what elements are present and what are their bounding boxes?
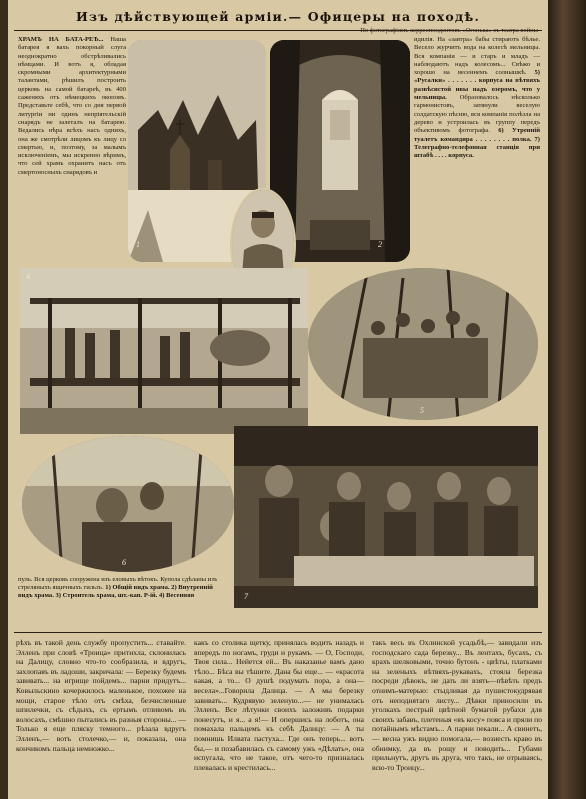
photo-captions: [18, 576, 228, 601]
photo-number-7: 7: [244, 592, 248, 601]
caption-item-7: 7) Телеграфно-телефонная станція при штабѣ . . . . корпуса.: [414, 135, 540, 160]
body-column-1: рѣхъ въ такой день службу пропустить... ставайте. Элленъ при словѣ «Троица» притихла, склонилась на Далицу, словно что-то сообразила, и вдругъ, захлопавъ въ ладоши, закричала: — Березку будемъ завивать... на игрище пойдемъ... парни придутъ... Ковыльскино кочержилось маленькое, похожее на мощи, старое тѣло отъ смѣха, безчисленные шпилечки, съ сѣдыхъ, съ ертымъ отливомъ въ волосахъ, смѣшно пытались въ разныя стороны... — Только я еще пляску темного... рѣзала вдругъ Элленъ,— вотъ столечко,— и, показала, она кончикомъ пальца немножко...: [16, 638, 186, 753]
photo-number-2: 2: [378, 240, 382, 249]
body-column-3: такъ весь въ Охлинской усадьбѣ,— завидали изъ господскаго сада березку... Въ лентахъ, бусахъ, съ крахъ шелковыми, точно бутонъ - цвѣты, платками на зеленыхъ вѣтвяхъ-рукавахъ, стояла березка посреди дѣвокъ, не дать ли взять—пѣвѣть предъ отнимъ-матерью: стыдливая да пушистокудрявая отъ неподнятаго листу... Дѣвки приносили въ уголкахъ пестрый цвѣтной бумагой рубахи для своихъ забавъ, плетеныя «въ косу» пояса и пряли по потайнымъ мѣстамъ... А парни пекали... А свинетъ,— весна ужъ видно помогала,— вознесть краво въ обнимку, да въ рощу и поводить... Губами прильнутъ, другъ въ друга, что такъ, не отрываясь, всю-то Троицу...: [372, 638, 542, 772]
article-body: Наша батарея я вахъ покорный слуга неоднократно обстрѣливались нѣмцами. И вотъ я, обладая скромными архитектурными талантами, рѣшилъ построить церковь на самой батареѣ, въ 400 саженяхъ отъ нѣмецкихъ окоповъ. Представьте себѣ, что со дня первой литургіи ни одинъ непріятельскій снарядъ не залеталъ на батарею. Ведались нѣра всѣхъ насъ однихъ, она же смотрѣли лицомъ къ лицу со смертью, и, поэтому, за малымъ исключеніемъ, мы искренно вѣримъ, что сей храмъ охранитъ насъ отъ смертоносныхъ снарядовъ и: [18, 36, 126, 176]
caption-item-5: 5) «Русалки» . . . . . . . корпуса на вѣтвяхъ развѣсистой ивы надъ озеромъ, что у мельницы.: [414, 69, 540, 102]
photo-soldiers-bridge: [20, 268, 308, 434]
article-heading: ХРАМЪ НА БАТА-РЕѢ...: [18, 36, 104, 43]
right-column-text: [414, 36, 540, 272]
photo-group-tree: [308, 268, 538, 420]
photo-number-5: 5: [420, 406, 424, 415]
page-header: [8, 6, 548, 28]
photo-number-4: 4: [26, 272, 30, 281]
photo-morning-toilet: [22, 436, 234, 572]
left-column-text: [18, 36, 126, 248]
photo-telegraph-station: [234, 426, 538, 608]
body-column-2: какъ со столика щетку, принялась водить назадъ и впередъ по ногамъ, груди и рукамъ. — О, Господи, Твоя сила... Нейется ей... Въ наказанье вамъ дано тѣло... Бѣса вы тѣшите. Дана бы еще... — «красота какая, а то... О душѣ подумать пора, а она— весела»...Говорила Далица. — А мы березку завивать... Кудрявую зеленую...— не унималась Элленъ. Все лѣтунки своихъ заложивъ подарки понесутъ, и я... а я!— И опершись на лоботъ, она помахала пальцемъ къ себѣ Далицу: — А ты помнишь Илвата пастуха... Где онъ теперь... вотъ бы,— и позабавилась съ самому ужъ «Дѣлать», она испугала, что не такое, отъ чего-то призналась плевалась и крестилась...: [194, 638, 364, 772]
header-rule: [14, 30, 542, 31]
caption-item-6: 6) Утренній туалетъ командира . . . . . . . . полка.: [414, 127, 540, 143]
right-text-1: идилія. На «завтра» бабы стираютъ бѣлье. Весело журчитъ вода на колесѣ мельницы. Вся компанія — и старъ и младъ — наблюдаютъ надъ колесомъ... Свѣжо и хорошо на весеннемъ солнышкѣ.: [414, 36, 540, 77]
page-title: Изъ дѣйствующей арміи.— Офицеры на походѣ.: [76, 9, 480, 24]
caption-items: 1) Общій видъ храма. 2) Внутренній видъ храма. 3) Строитель храма, шт.-кап. Р-ій. 4) Весенняя: [18, 584, 213, 600]
page-edge: [548, 0, 586, 799]
right-text-2: Образовалось нѣсколько гармонистовъ, затянули веселую солдатскую пѣсню, вся компанія полѣзла на дерево и устроилась въ группу передъ объективомъ фотографа.: [414, 94, 540, 135]
section-rule: [14, 632, 542, 633]
magazine-page: [8, 0, 548, 799]
photo-number-1: 1: [136, 240, 140, 249]
photo-number-6: 6: [122, 558, 126, 567]
caption-text: пуль. Вся церковь сооружена изъ еловыхъ вѣтокъ. Купола сдѣланы изъ стреляныхъ ящичныхъ гильзъ.: [18, 576, 218, 592]
